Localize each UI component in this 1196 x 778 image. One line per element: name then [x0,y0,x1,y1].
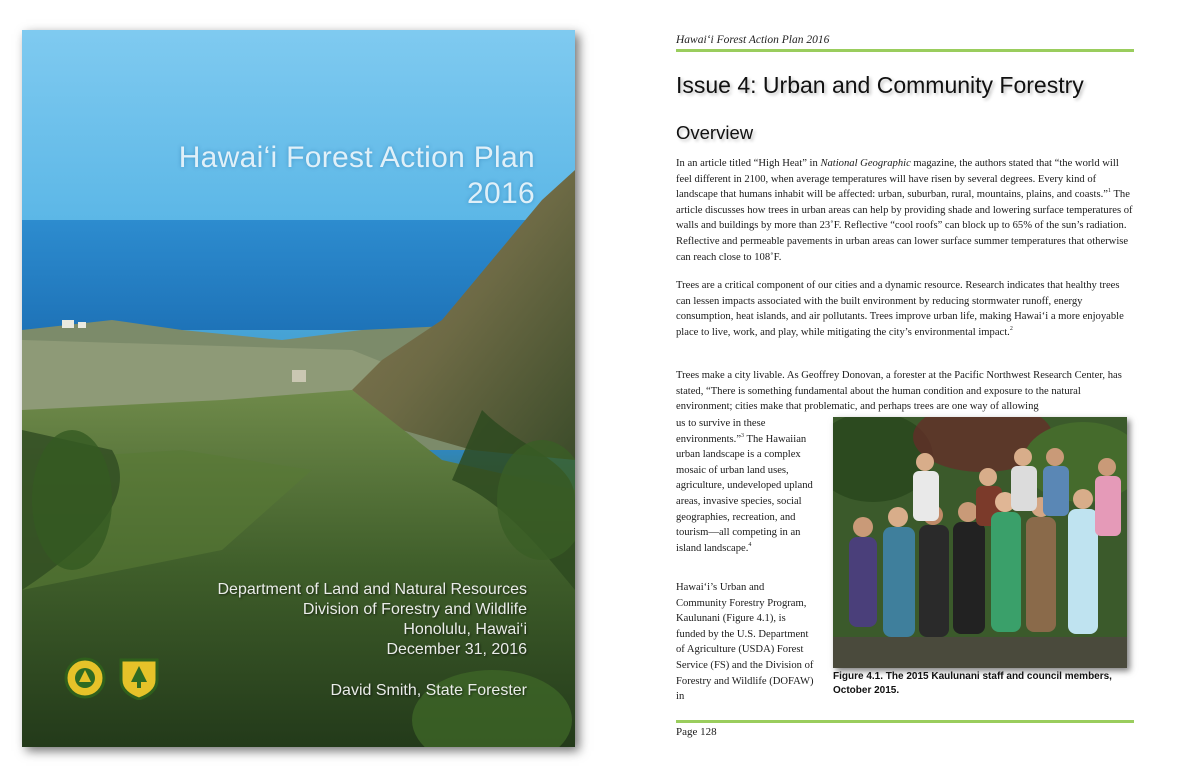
footer-rule [676,720,1134,723]
document-page [666,30,1144,752]
p3-text-c: The Hawaiian urban landscape is a complex mosaic of urban land uses, agriculture, undeveloped upland areas, invasive species, social geographies, recreation, and tourism—all competing in an island landscape. [676,433,813,554]
p1-text-c: The article discusses how trees in urban areas can help by providing shade and lowering surface temperatures of walls and buildings by more than 23˚F. Reflective “cool roofs” can block up to 65% of the sun’s radiation. Reflective and permeable pavements in urban areas can lower surface summer temperatures that otherwise can reach close to 108˚F. [676,189,1133,263]
cover-author: David Smith, State Forester [330,682,527,699]
paragraph-2 [676,278,1134,340]
cover-organization-block [217,580,527,660]
paragraph-3-continued [676,416,816,556]
p2-text: Trees are a critical component of our cities and a dynamic resource. Research indicates that healthy trees can lessen impacts associated with the built environment by reducing stormwater runoff, energy consumption, heat islands, and air pollutants. Trees improve urban life, making Hawai‘i a more enjoyable place to live, work, and play, while mitigating the city’s environmental impact. [676,280,1124,338]
running-header: Hawai‘i Forest Action Plan 2016 [676,34,830,46]
cover-department: Department of Land and Natural Resources [217,581,527,598]
dlnr-seal-icon [64,656,106,700]
footnote-ref-2[interactable]: 2 [1009,325,1013,332]
p3-text-b: us to survive in these environments.” [676,418,766,445]
p1-publication: National Geographic [820,158,911,169]
footnote-ref-4[interactable]: 4 [748,541,752,548]
footnote-ref-1[interactable]: 1 [1107,188,1111,195]
group-photo-image [833,417,1127,668]
issue-title: Issue 4: Urban and Community Forestry [676,72,1084,98]
paragraph-3 [676,368,1134,415]
p3-text-a: Trees make a city livable. As Geoffrey Donovan, a forester at the Pacific Northwest Research Center, has stated, “There is something fundamental about the human condition and exposure to the natural environment; cities make that problematic, and perhaps trees are one way of allowing [676,370,1122,413]
footnote-ref-3[interactable]: 3 [741,432,745,439]
forest-service-shield-icon [118,656,160,700]
cover-title [179,140,535,212]
cover-title-line1: Hawai‘i Forest Action Plan [178,141,535,174]
header-rule [676,49,1134,52]
report-cover [22,30,575,747]
cover-title-year: 2016 [467,177,535,210]
cover-division: Division of Forestry and Wildlife [302,601,527,618]
figure-group-photo [833,417,1127,668]
figure-caption: Figure 4.1. The 2015 Kaulunani staff and council members, October 2015. [833,671,1112,696]
paragraph-4: Hawai‘i’s Urban and Community Forestry Program, Kaulunani (Figure 4.1), is funded by the U.S. Department of Agriculture (USDA) Forest Service (FS) and the Division of Forestry and Wildlife (DOFAW) in [676,582,814,703]
section-heading: Overview [676,122,754,143]
cover-location: Honolulu, Hawai‘i [403,621,527,638]
paragraph-1 [676,156,1134,265]
p1-text-b: magazine, the authors stated that “the world will feel different in 2100, when average temperatures will have risen by several degrees. Every kind of landscape that humans inhabit will be affected: urban, suburban, rural, mountains, plains, and coasts.” [676,158,1119,201]
cover-date: December 31, 2016 [386,641,527,658]
page-number: Page 128 [676,726,717,738]
p1-text-a: In an article titled “High Heat” in [676,158,821,169]
